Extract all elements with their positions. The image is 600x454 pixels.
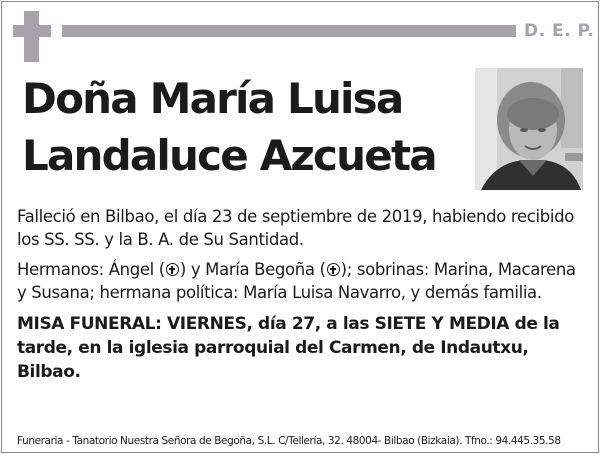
notice-body: [17, 206, 589, 392]
family-paragraph: [17, 259, 589, 304]
circled-cross-icon: [327, 263, 340, 276]
deceased-name-line2: Landaluce Azcueta: [22, 131, 436, 180]
deceased-name-line1: Doña María Luisa: [22, 74, 403, 123]
portrait-photo: [475, 68, 583, 190]
family-text-b: ) y María Begoña (: [179, 260, 326, 279]
death-paragraph: Falleció en Bilbao, el día 23 de septiembre de 2019, habiendo recibido los SS. SS. y la B. A. de Su Santidad.: [17, 207, 574, 249]
header-rule: [62, 25, 516, 37]
family-text-c: ); sobrinas: Marina, Macarena y Susana; hermana política: María Luisa Navarro, y demás familia.: [17, 260, 576, 302]
family-text-a: Hermanos: Ángel (: [17, 260, 165, 279]
deceased-name: [22, 70, 462, 184]
funeral-home-footer: Funeraria - Tanatorio Nuestra Señora de Begoña, S.L. C/Tellería, 32. 48004- Bilbao (Bizkaia). Tfno.: 94.445.35.58: [17, 435, 561, 447]
circled-cross-icon: [166, 263, 179, 276]
dep-label: D. E. P.: [524, 21, 595, 41]
latin-cross-icon: [13, 11, 51, 62]
obituary-notice: [1, 1, 599, 453]
mass-paragraph: MISA FUNERAL: VIERNES, día 27, a las SIETE Y MEDIA de la tarde, en la iglesia parroquial del Carmen, de Indautxu, Bilbao.: [17, 314, 560, 382]
